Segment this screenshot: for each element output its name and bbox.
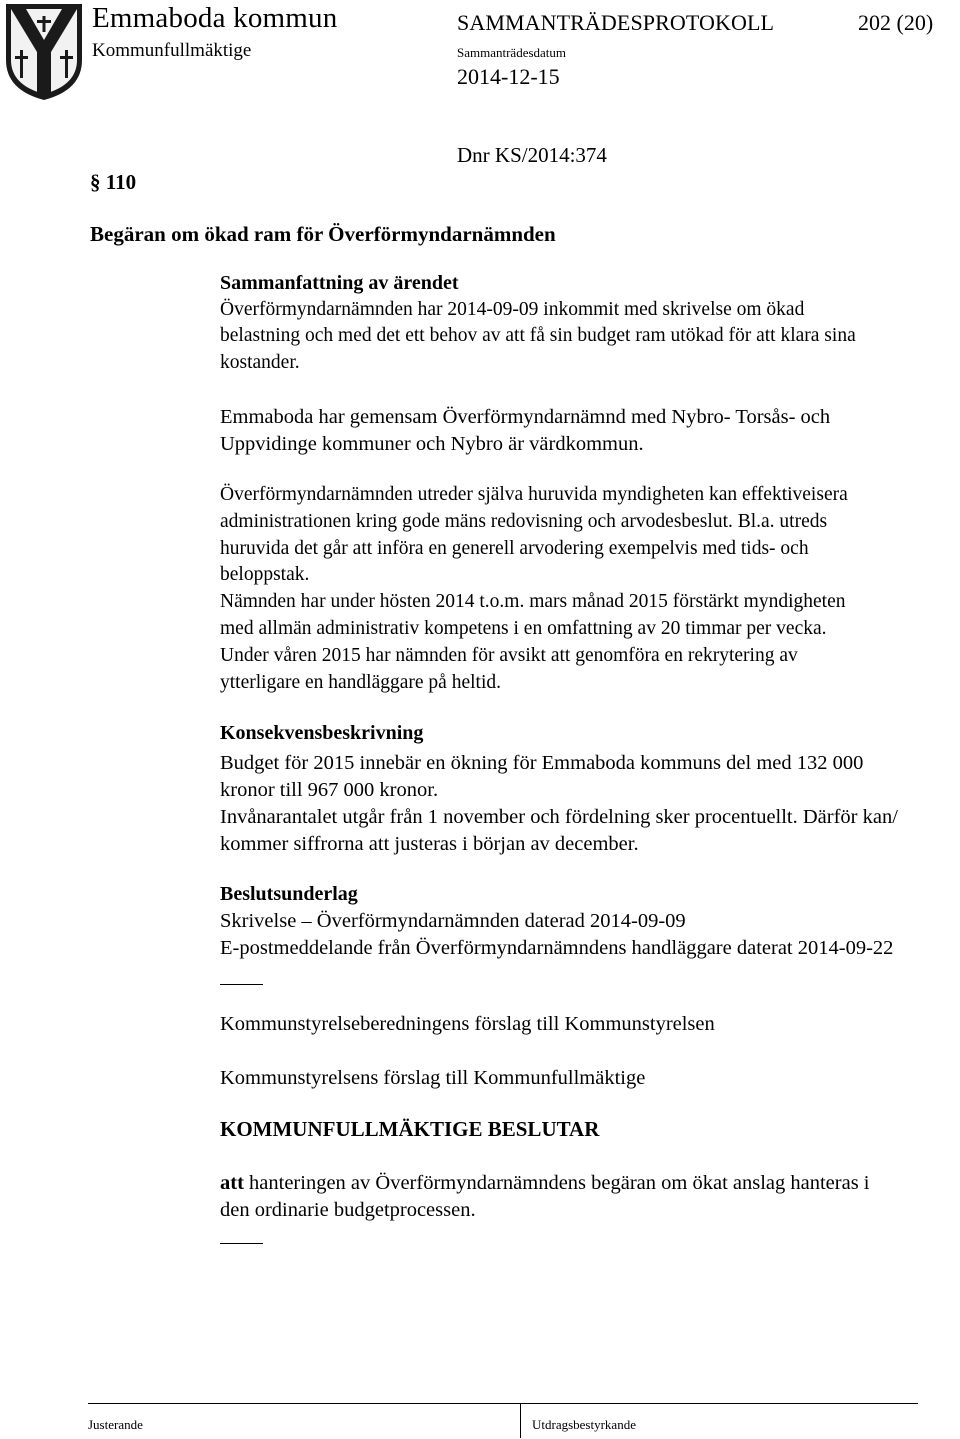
document-type: SAMMANTRÄDESPROTOKOLL	[457, 10, 775, 35]
page-number: 202 (20)	[858, 10, 934, 35]
proposal-line: Kommunstyrelseberedningens förslag till Kommunstyrelsen	[220, 1013, 715, 1035]
proposal-line: Kommunstyrelsens förslag till Kommunfullmäktige	[220, 1067, 646, 1089]
paragraph-line: ytterligare en handläggare på heltid.	[220, 671, 501, 693]
decision-line-rest: hanteringen av Överförmyndarnämndens begäran om ökat anslag hanteras i	[243, 1172, 870, 1194]
investigation-paragraph	[220, 482, 940, 696]
paragraph-line: huruvida det går att införa en generell arvodering exempelvis med tids- och	[220, 537, 809, 559]
summary-line: Överförmyndarnämnden har 2014-09-09 inkommit med skrivelse om ökad	[220, 298, 805, 320]
paragraph-line: Under våren 2015 har nämnden för avsikt att genomföra en rekrytering av	[220, 644, 798, 666]
meeting-date: 2014-12-15	[457, 64, 560, 89]
summary-section	[220, 270, 940, 376]
decision-text	[220, 1170, 940, 1224]
registration-number: Dnr KS/2014:374	[457, 143, 607, 167]
summary-line: kostander.	[220, 351, 300, 373]
summary-heading: Sammanfattning av ärendet	[220, 272, 459, 294]
paragraph-line: administrationen kring gode mäns redovisning och arvodesbeslut. Bl.a. utreds	[220, 510, 828, 532]
paragraph-line: Uppvidinge kommuner och Nybro är värdkommun.	[220, 433, 644, 455]
paragraph-line: kommer siffrorna att justeras i början av december.	[220, 833, 639, 855]
consequences-heading: Konsekvensbeskrivning	[220, 722, 424, 744]
committee-proposal	[220, 1011, 940, 1038]
municipality-note	[220, 404, 940, 458]
organization-name: Emmaboda kommun	[92, 2, 338, 34]
signer-label: Justerande	[88, 1417, 143, 1432]
meeting-date-label: Sammanträdesdatum	[457, 45, 567, 60]
section-number: § 110	[90, 170, 137, 194]
extract-certification-label: Utdragsbestyrkande	[532, 1417, 636, 1432]
decision-keyword: att	[220, 1172, 244, 1194]
matter-subject: Begäran om ökad ram för Överförmyndarnämnden	[90, 222, 556, 246]
decision-line	[220, 1170, 940, 1197]
basis-line: Skrivelse – Överförmyndarnämnden daterad 2014-09-09	[220, 910, 686, 932]
basis-heading: Beslutsunderlag	[220, 883, 358, 905]
paragraph-line: med allmän administrativ kompetens i en omfattning av 20 timmar per vecka.	[220, 617, 827, 639]
summary-line: belastning och med det ett behov av att få sin budget ram utökad för att klara sina	[220, 325, 856, 346]
paragraph-line: Emmaboda har gemensam Överförmyndarnämnd med Nybro- Torsås- och	[220, 406, 831, 428]
separator-dash	[220, 1243, 263, 1244]
basis-line: E-postmeddelande från Överförmyndarnämndens handläggare daterat 2014-09-22	[220, 937, 894, 959]
consequences-section	[220, 720, 940, 858]
decision-heading-block	[220, 1116, 940, 1143]
paragraph-line: Överförmyndarnämnden utreder själva huruvida myndigheten kan effektiveisera	[220, 484, 848, 505]
decision-line: den ordinarie budgetprocessen.	[220, 1199, 476, 1221]
paragraph-line: Invånarantalet utgår från 1 november och fördelning sker procentuellt. Därför kan/	[220, 806, 898, 828]
separator-dash	[220, 984, 263, 985]
paragraph-line: beloppstak.	[220, 564, 310, 586]
paragraph-line: kronor till 967 000 kronor.	[220, 779, 439, 801]
municipality-coat-of-arms-logo	[4, 2, 84, 102]
paragraph-line: Nämnden har under hösten 2014 t.o.m. mars månad 2015 förstärkt myndigheten	[220, 591, 846, 613]
paragraph-line: Budget för 2015 innebär en ökning för Emmaboda kommuns del med 132 000	[220, 752, 864, 774]
basis-section	[220, 881, 940, 962]
board-proposal	[220, 1065, 940, 1092]
coat-of-arms-icon	[4, 2, 84, 102]
decision-heading: KOMMUNFULLMÄKTIGE BESLUTAR	[220, 1117, 600, 1141]
footer-rule	[88, 1403, 918, 1404]
organization-body: Kommunfullmäktige	[92, 40, 252, 61]
footer-divider	[520, 1404, 521, 1438]
